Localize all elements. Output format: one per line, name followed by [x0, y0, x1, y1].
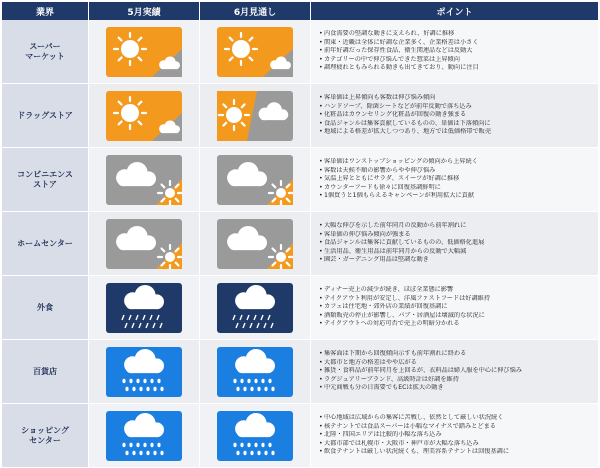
point-item: • テイクアウトへの対応可否で売上の明暗分かれる	[319, 320, 490, 329]
point-item: • 大都市と地方の格差はやや広がる	[319, 359, 522, 368]
point-item: • ハンドソープ、除菌シートなどが前年反動で落ち込み	[319, 103, 491, 112]
points-cell	[311, 148, 598, 211]
may-weather-icon	[89, 404, 200, 467]
point-item: • 核テナントでは食品スーパーは小幅なマイナスで踏みとどまる	[319, 423, 509, 432]
table-row	[2, 148, 598, 212]
point-item: • カテゴリーの中で伸び悩んできた惣菜は上昇傾向	[319, 56, 479, 65]
point-item: • 食品ジャンルは集客に貢献しているものの、低価格化進展	[319, 239, 484, 248]
point-item: • カウンターフードも徐々に回復基調鮮明に	[319, 184, 478, 193]
point-item: • 酒類販売の停止が影響し、パブ・居酒屋は壊滅的な状況に	[319, 312, 490, 321]
point-item: • 気温上昇とともにサラダ、スイーツが好調に推移	[319, 175, 478, 184]
june-weather-icon	[200, 340, 311, 403]
table-row	[2, 404, 598, 468]
industry-label: コンビニエンス ストア	[2, 148, 89, 211]
point-item: • 内食需要の堅調な動きに支えられ、好調に推移	[319, 30, 479, 39]
point-item: • ディナー売上の減少が続き、ほぼ全業態に影響	[319, 286, 490, 295]
may-weather-icon	[89, 148, 200, 211]
point-item: • 大幅な伸びを示した前年同月の反動から前年割れに	[319, 222, 484, 231]
may-weather-icon	[89, 212, 200, 275]
header-points: ポイント	[436, 7, 473, 18]
table-row	[2, 20, 598, 84]
point-item: • 北陸・四国エリアは比較的小幅な落ち込み	[319, 431, 509, 440]
industry-label: ドラッグストア	[2, 84, 89, 147]
point-item: • 中心地域は広域からの集客に苦戦し、依然として厳しい状況続く	[319, 414, 509, 423]
industry-label: ホームセンター	[2, 212, 89, 275]
points-list	[311, 286, 490, 329]
table-body	[2, 20, 598, 468]
points-cell	[311, 404, 598, 467]
june-weather-icon	[200, 404, 311, 467]
point-item: • 関東・近畿は全体に好調な企業多く、企業格差は小さく	[319, 39, 479, 48]
june-weather-icon	[200, 276, 311, 339]
industry-label: スーパー マーケット	[2, 20, 89, 83]
weather-table	[2, 2, 598, 468]
table-row	[2, 276, 598, 340]
table-row	[2, 84, 598, 148]
point-item: • 客単価は上昇傾向も客数は伸び悩み傾向	[319, 94, 491, 103]
point-item: • 雑貨・食料品が前年同月を上回るが、衣料品は婦人服を中心に伸び悩み	[319, 367, 522, 376]
point-item: • 中元商戦も分の日需要でもECは拡大の動き	[319, 384, 522, 393]
may-weather-icon	[89, 20, 200, 83]
point-item: • 前年好調だった保存性食品、衛生関連品などは反動大	[319, 47, 479, 56]
point-item: • ラグジュアリーブランド、高級時計は好調を維持	[319, 376, 522, 385]
point-item: • 飲食テナントは厳しい状況続くも、理美容系テナントは回復基調に	[319, 448, 509, 457]
points-list	[311, 222, 484, 265]
points-cell	[311, 276, 598, 339]
points-list	[311, 158, 478, 201]
point-item: • 地域による格差が拡大しつつあり、地方では低価格帯で販売	[319, 128, 491, 137]
industry-label: 外食	[2, 276, 89, 339]
points-cell	[311, 84, 598, 147]
point-item: • 客単価の伸び悩み傾向が強まる	[319, 231, 484, 240]
point-item: • テイクアウト利用が安定し、洋風ファストフードは好調維持	[319, 295, 490, 304]
points-list	[311, 30, 479, 73]
points-cell	[311, 212, 598, 275]
points-list	[311, 350, 522, 393]
point-item: • 食品ジャンルは集客貢献しているものの、単価は下落傾向に	[319, 120, 491, 129]
point-item: • 1個買うと1個もらえるキャンペーンが利用拡大に貢献	[319, 192, 478, 201]
industry-label: 百貨店	[2, 340, 89, 403]
header-may-actual: 5月実績	[89, 2, 200, 20]
industry-label: ショッピング センター	[2, 404, 89, 467]
point-item: • 調理疲れともみられる動きも出てきており、動向に注目	[319, 64, 479, 73]
june-weather-icon	[200, 20, 311, 83]
table-header	[2, 2, 598, 20]
june-weather-icon	[200, 212, 311, 275]
header-june-outlook: 6月見通し	[200, 2, 311, 20]
point-item: • 生活用品、衛生用品は前年同月からの反動で大幅減	[319, 248, 484, 257]
table-row	[2, 340, 598, 404]
point-item: • 集客面は下期から回復傾向示すも前年割れに終わる	[319, 350, 522, 359]
header-industry: 業界	[2, 2, 89, 20]
points-list	[311, 94, 491, 137]
points-cell	[311, 340, 598, 403]
point-item: • 園芸・ガーデニング用品は堅調な動き	[319, 256, 484, 265]
point-item: • 大都市部では札幌市・大阪市・神戸市が大幅な落ち込み	[319, 440, 509, 449]
point-item: • 化粧品はカウンセリング化粧品が回復の動き強まる	[319, 111, 491, 120]
points-list	[311, 414, 509, 457]
point-item: • 客単価はワンストップショッピングの傾向から上昇続く	[319, 158, 478, 167]
june-weather-icon	[200, 84, 311, 147]
table-row	[2, 212, 598, 276]
may-weather-icon	[89, 340, 200, 403]
june-weather-icon	[200, 148, 311, 211]
points-cell	[311, 20, 598, 83]
point-item: • 客数は天候不順の影響からやや伸び悩み	[319, 167, 478, 176]
may-weather-icon	[89, 84, 200, 147]
may-weather-icon	[89, 276, 200, 339]
point-item: • カフェは住宅地・郊外店の業績が回復基調に	[319, 303, 490, 312]
